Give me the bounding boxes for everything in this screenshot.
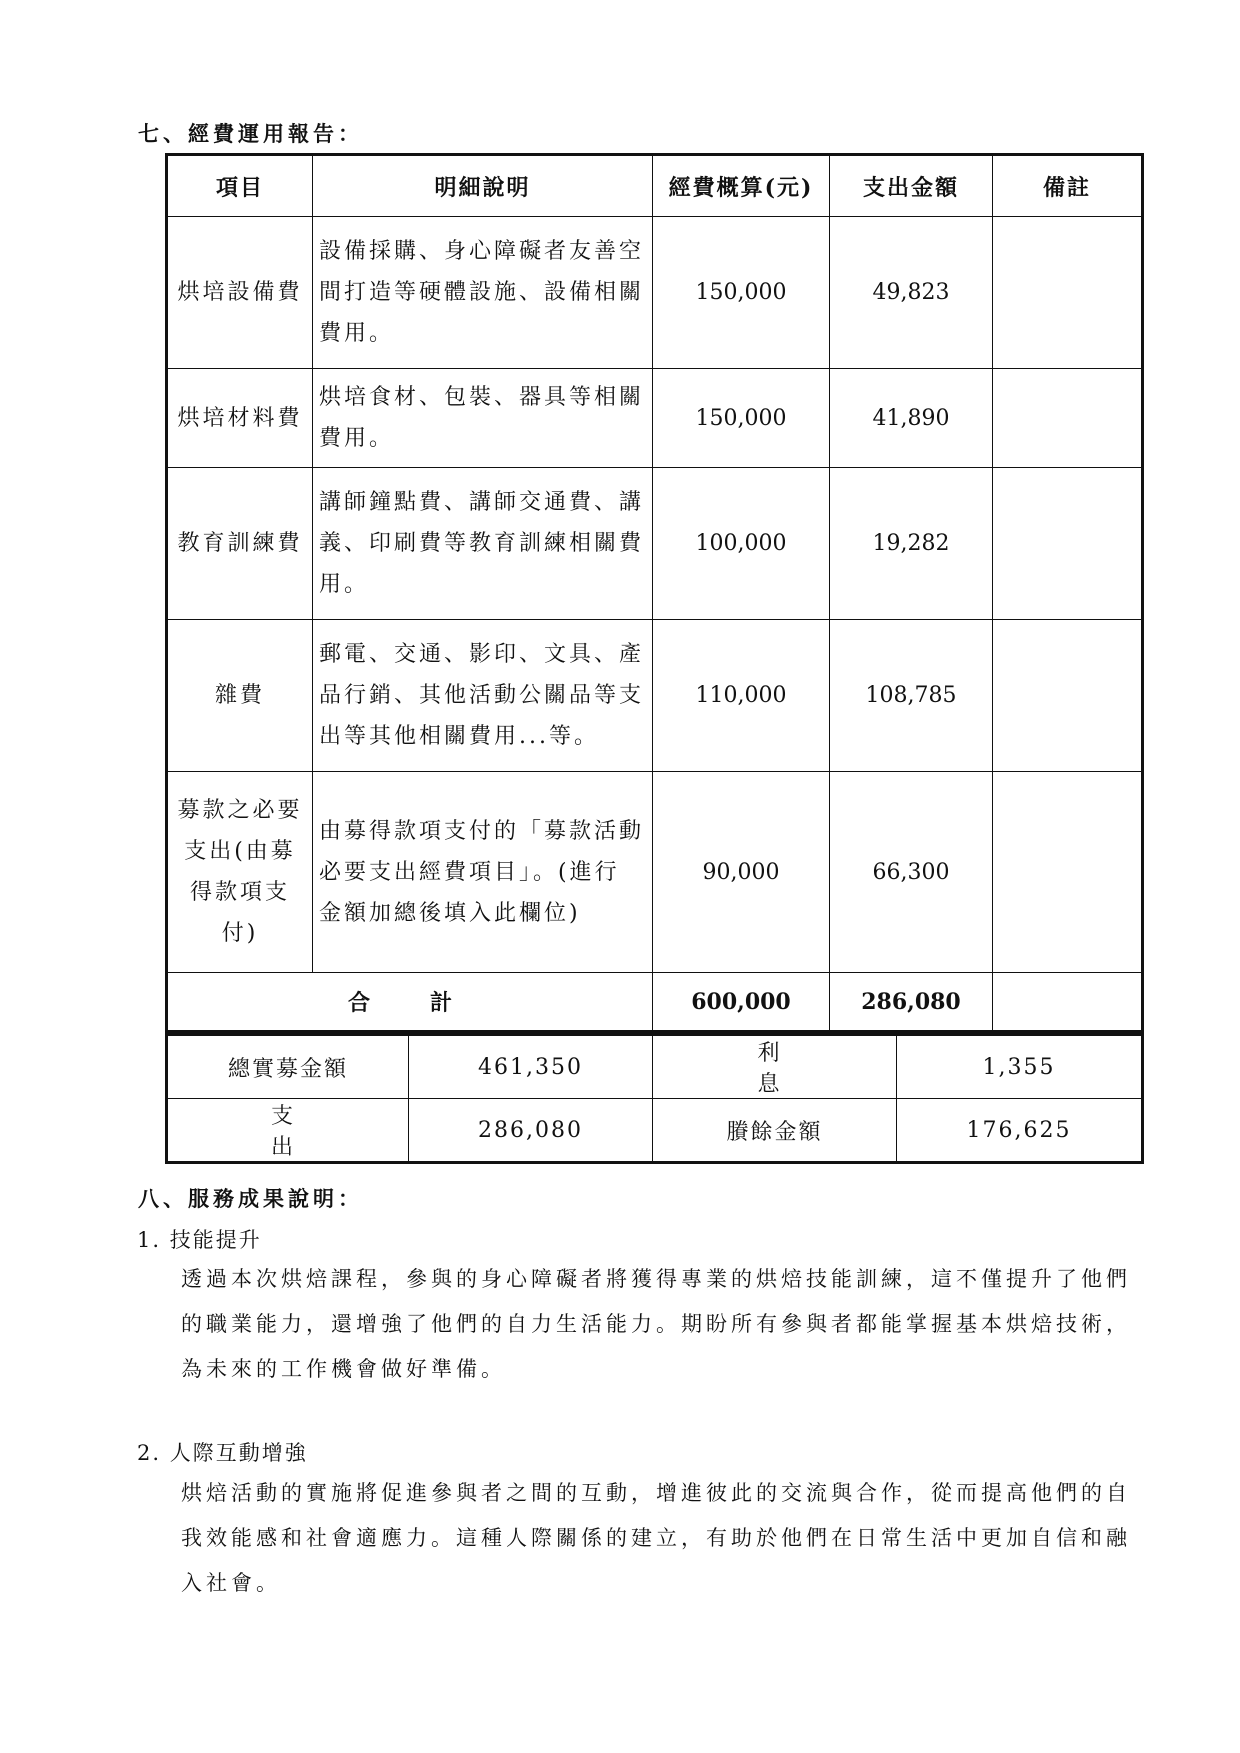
row-description: 設備採購、身心障礙者友善空間打造等硬體設施、設備相關費用。 xyxy=(313,217,653,369)
row-note xyxy=(993,468,1143,620)
header-item: 項目 xyxy=(167,155,313,217)
interest-value: 1,355 xyxy=(897,1035,1143,1099)
subsection-title: 2. 人際互動增強 xyxy=(137,1441,308,1465)
row-item: 烘培材料費 xyxy=(167,369,313,468)
row-item: 教育訓練費 xyxy=(167,468,313,620)
row-expense: 49,823 xyxy=(830,217,993,369)
subsection-title: 1. 技能提升 xyxy=(137,1228,262,1252)
row-expense: 108,785 xyxy=(830,620,993,772)
interest-label: 利息 xyxy=(653,1035,897,1099)
subsection-body: 透過本次烘焙課程，參與的身心障礙者將獲得專業的烘焙技能訓練，這不僅提升了他們的職業能力，還增強了他們的自力生活能力。期盼所有參與者都能掌握基本烘焙技術，為未來的工作機會做好準備。 xyxy=(181,1267,1131,1381)
table-row xyxy=(167,620,1143,772)
total-label: 合計 xyxy=(167,973,653,1032)
balance-label: 賸餘金額 xyxy=(653,1099,897,1163)
row-note xyxy=(993,620,1143,772)
row-estimate: 100,000 xyxy=(653,468,830,620)
header-description: 明細說明 xyxy=(313,155,653,217)
row-estimate: 90,000 xyxy=(653,772,830,973)
total-raised-value: 461,350 xyxy=(409,1035,653,1099)
row-description: 郵電、交通、影印、文具、產品行銷、其他活動公關品等支出等其他相關費用...等。 xyxy=(313,620,653,772)
section-8-title: 八、服務成果說明： xyxy=(138,1186,363,1211)
table-row xyxy=(167,217,1143,369)
row-item: 雜費 xyxy=(167,620,313,772)
table-row xyxy=(167,468,1143,620)
total-row xyxy=(167,973,1143,1032)
balance-value: 176,625 xyxy=(897,1099,1143,1163)
row-item: 募款之必要支出(由募得款項支付) xyxy=(167,772,313,973)
header-estimate: 經費概算(元) xyxy=(653,155,830,217)
row-description: 講師鐘點費、講師交通費、講義、印刷費等教育訓練相關費用。 xyxy=(313,468,653,620)
row-estimate: 150,000 xyxy=(653,217,830,369)
subsection-body: 烘焙活動的實施將促進參與者之間的互動，增進彼此的交流與合作，從而提高他們的自我效能感和社會適應力。這種人際關係的建立，有助於他們在日常生活中更加自信和融入社會。 xyxy=(181,1481,1131,1595)
summary-row xyxy=(167,1035,1143,1099)
total-note xyxy=(993,973,1143,1032)
total-estimate: 600,000 xyxy=(653,973,830,1032)
budget-header-row xyxy=(167,155,1143,217)
row-description: 烘培食材、包裝、器具等相關費用。 xyxy=(313,369,653,468)
header-note: 備註 xyxy=(993,155,1143,217)
row-description: 由募得款項支付的「募款活動必要支出經費項目」。(進行金額加總後填入此欄位) xyxy=(313,772,653,973)
expenditure-value: 286,080 xyxy=(409,1099,653,1163)
summary-table xyxy=(165,1033,1144,1164)
row-note xyxy=(993,369,1143,468)
header-expense: 支出金額 xyxy=(830,155,993,217)
row-expense: 41,890 xyxy=(830,369,993,468)
table-row xyxy=(167,369,1143,468)
row-expense: 19,282 xyxy=(830,468,993,620)
row-item: 烘培設備費 xyxy=(167,217,313,369)
summary-row xyxy=(167,1099,1143,1163)
section-7-title: 七、經費運用報告： xyxy=(138,121,363,146)
total-raised-label: 總實募金額 xyxy=(167,1035,409,1099)
row-estimate: 110,000 xyxy=(653,620,830,772)
table-row xyxy=(167,772,1143,973)
row-note xyxy=(993,772,1143,973)
total-expense: 286,080 xyxy=(830,973,993,1032)
row-expense: 66,300 xyxy=(830,772,993,973)
expenditure-label: 支出 xyxy=(167,1099,409,1163)
row-estimate: 150,000 xyxy=(653,369,830,468)
budget-table xyxy=(165,153,1144,1033)
row-note xyxy=(993,217,1143,369)
